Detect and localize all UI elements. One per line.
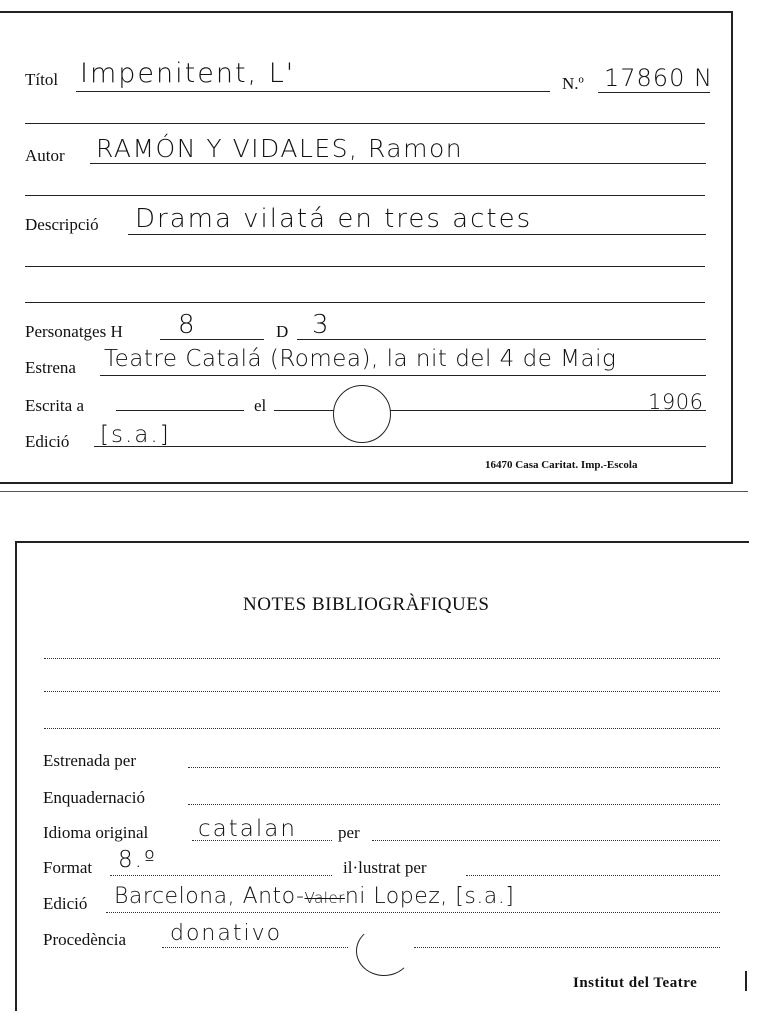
provenance-label: Procedència [43, 930, 127, 949]
punch-hole [356, 926, 412, 976]
premiered-by-label: Estrenada per [43, 751, 136, 770]
premiere-label: Estrena [25, 358, 76, 377]
premiere-value: Teatre Catalá (Romea), la nit del 4 de Maig [104, 346, 617, 372]
title-label: Títol [25, 70, 59, 89]
punch-hole [333, 385, 391, 443]
provenance-line-2 [414, 947, 720, 948]
author-line [90, 163, 706, 164]
provenance-line [162, 947, 348, 948]
ruled-line [25, 123, 705, 124]
printer-imprint: 16470 Casa Caritat. Imp.-Escola [485, 459, 638, 471]
dotted-line [44, 728, 720, 729]
edition-line [106, 912, 720, 913]
translator-label: per [338, 823, 360, 842]
written-year-value: 1906 [648, 390, 704, 414]
title-line [76, 91, 550, 92]
edition-label: Edició [25, 432, 70, 451]
card-border-top [16, 541, 749, 543]
card-border-top [0, 11, 733, 13]
provenance-value: donativo [170, 921, 283, 946]
edition-value-start: Barcelona, Anto- [114, 884, 305, 909]
format-label: Format [43, 858, 93, 877]
premiered-by-line [188, 767, 720, 768]
title-value: Impenitent, L' [80, 58, 296, 89]
number-value: 17860 N [604, 64, 713, 92]
description-line [128, 234, 706, 235]
characters-female-label: D [276, 322, 289, 341]
edition-label: Edició [43, 894, 88, 913]
card-border-right [731, 11, 733, 483]
written-label: Escrita a [25, 396, 84, 415]
binding-line [188, 804, 720, 805]
translator-line [372, 840, 720, 841]
description-label: Descripció [25, 215, 99, 234]
binding-label: Enquadernació [43, 788, 145, 807]
ruled-line [25, 302, 705, 303]
card-border-bottom [0, 482, 733, 484]
ruled-line [25, 266, 705, 267]
card-border-left [15, 541, 17, 1011]
edition-value [114, 884, 514, 909]
author-label: Autor [25, 146, 65, 165]
characters-female-value: 3 [312, 310, 331, 340]
ruled-line [25, 195, 705, 196]
dotted-line [44, 658, 720, 659]
dotted-line [44, 691, 720, 692]
edition-value: [s.a.] [100, 422, 171, 448]
format-line [110, 875, 332, 876]
institution-footer: Institut del Teatre [573, 975, 698, 991]
number-line [598, 92, 710, 93]
card-heading: NOTES BIBLIOGRÀFIQUES [243, 594, 490, 615]
edition-value-end: ni Lopez, [s.a.] [344, 884, 515, 909]
characters-male-value: 8 [178, 310, 197, 340]
author-value: RAMÓN Y VIDALES, Ramon [96, 134, 464, 163]
description-value: Drama vilatá en tres actes [135, 204, 533, 234]
illustrated-by-label: il·lustrat per [343, 858, 427, 877]
written-place-line [116, 410, 244, 411]
edition-value-struck: Valer [304, 889, 345, 907]
characters-female-line [297, 339, 706, 340]
catalog-card-back [0, 538, 759, 1028]
edition-line [94, 446, 706, 447]
premiere-line [100, 375, 706, 376]
characters-label: Personatges H [25, 322, 123, 341]
format-value: 8.º [118, 847, 157, 873]
original-language-line [192, 840, 332, 841]
written-date-label: el [254, 396, 267, 415]
original-language-label: Idioma original [43, 823, 149, 842]
number-label: N.º [562, 74, 584, 93]
card-border-bottom-outer [0, 491, 748, 492]
characters-male-line [160, 339, 264, 340]
original-language-value: catalan [198, 816, 297, 842]
illustrated-by-line [466, 875, 720, 876]
card-border-right [745, 971, 747, 991]
catalog-card-front [0, 0, 759, 495]
